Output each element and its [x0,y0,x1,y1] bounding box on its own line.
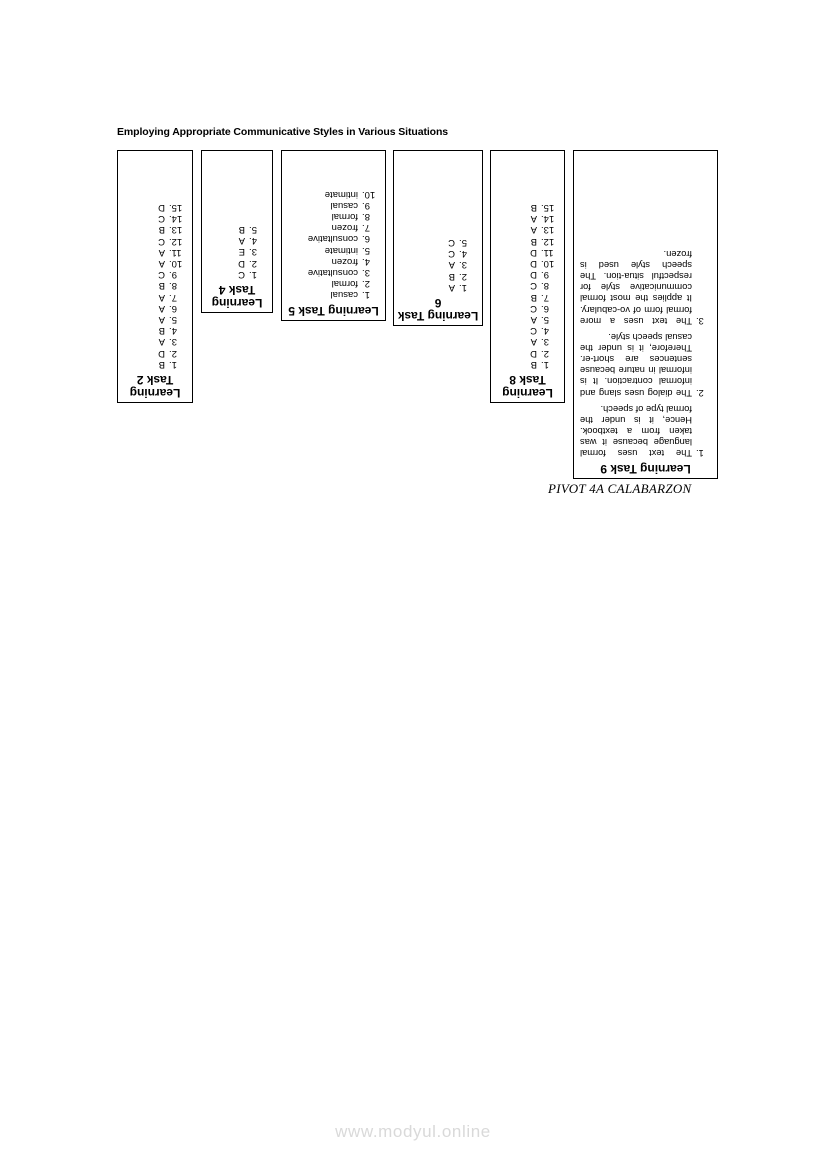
answer-number: 1. [459,281,467,293]
answer-row [288,267,379,278]
answer-value: C [530,325,537,337]
answer-row [124,314,186,325]
answer-row [124,280,186,291]
answer-number: 5. [459,237,467,248]
answer-row [208,224,266,235]
answer-number: 12. [541,235,555,247]
answer-row [124,291,186,302]
answer-number: 4. [249,235,257,247]
answer-value: formal [331,278,358,290]
answer-text: The dialog uses slang and informal contraction. It is informal in nature because sentences are short-er. Therefore, it is under the casual speech style. [580,331,692,398]
answer-number: 9. [541,269,549,281]
answer-row [497,303,558,314]
answer-key-box-learning-task-6 [393,150,483,326]
answer-number: 2. [541,347,549,359]
answer-value: A [158,336,165,348]
answer-value: E [238,246,245,258]
answer-key-items [202,221,272,282]
answer-row [288,278,379,289]
answer-number: 5. [249,224,257,235]
answer-value: B [530,201,537,213]
answer-number: 9. [362,199,370,211]
answer-value: A [448,281,455,293]
answer-row [400,270,476,281]
answer-number: 2. [249,257,257,269]
answer-number: 3. [459,259,467,271]
answer-value: A [530,336,537,348]
answer-value: A [158,302,165,314]
answer-value: consultative [307,267,358,278]
answer-value: B [158,280,165,292]
answer-number: 13. [169,224,183,236]
answer-number: 15. [541,201,555,213]
answer-number: 7. [362,222,370,234]
answer-row [400,282,476,293]
answer-value: B [158,224,165,236]
answer-row [497,258,558,269]
answer-value: A [530,224,537,236]
answer-row [497,347,558,358]
answer-number: 2. [696,387,704,398]
answer-row [288,222,379,233]
answer-value: A [158,246,165,258]
answer-row [124,224,186,235]
answer-row [124,213,186,224]
answer-row [124,235,186,246]
answer-number: 2. [362,278,370,290]
answer-number: 1. [362,289,370,301]
answer-number: 11. [541,246,554,258]
answer-row [124,247,186,258]
answer-number: 1. [541,358,549,370]
answer-row [288,211,379,222]
answer-key-items [118,199,192,372]
answer-value: D [238,257,245,269]
answer-number: 3. [696,315,704,326]
answer-row [497,235,558,246]
answer-row [288,188,379,199]
answer-row [497,336,558,347]
answer-number: 8. [169,280,177,292]
answer-row [124,202,186,213]
answer-row [400,248,476,259]
answer-text: The text uses a more formal form of vo-cabulary. It applies the most formal communicative style for respectful situa-tion. The speech style used is frozen. [580,248,692,326]
answer-row [124,325,186,336]
answer-number: 6. [541,302,549,314]
answer-row [124,359,186,370]
answer-value: casual [330,289,358,301]
answer-number: 6. [362,233,370,245]
answer-key-heading: Learning Task 6 [397,296,479,323]
answer-number: 2. [169,347,177,359]
answer-number: 4. [459,248,467,260]
answer-row [497,325,558,336]
answer-value: C [530,280,537,292]
answer-value: B [530,358,537,370]
answer-number: 6. [169,302,177,314]
answer-number: 8. [362,210,370,222]
answer-number: 3. [362,267,370,278]
answer-row [288,200,379,211]
answer-key-box-learning-task-2 [117,150,193,403]
answer-row [497,280,558,291]
pivot-program-label: PIVOT 4A CALABARZON [548,481,692,496]
answer-value: formal [331,210,358,222]
answer-paragraph [580,248,711,326]
answer-row [124,347,186,358]
answer-number: 9. [169,269,177,281]
answer-value: D [530,347,537,359]
answer-value: casual [330,199,358,211]
answer-key-box-learning-task-9 [573,150,718,479]
answer-row [497,224,558,235]
answer-key-items [491,199,564,372]
answer-paragraph [580,331,711,398]
answer-value: A [238,235,245,247]
answer-value: B [530,235,537,247]
answer-row [400,259,476,270]
answer-key-heading: Learning Task 4 [211,283,263,310]
answer-value: A [158,291,165,303]
answer-value: B [238,224,245,235]
site-watermark: www.modyul.online [335,1122,491,1141]
answer-number: 14. [541,213,555,225]
answer-number: 3. [169,336,177,348]
answer-row [208,235,266,246]
answer-number: 4. [362,255,370,267]
answer-key-heading: Learning Task 8 [502,373,553,400]
answer-value: C [238,268,245,280]
answer-number: 7. [541,291,549,303]
answer-number: 3. [541,336,549,348]
answer-row [208,246,266,257]
answer-number: 1. [249,268,257,280]
answer-row [124,303,186,314]
answer-number: 10. [541,257,555,269]
answer-value: B [448,270,455,282]
answer-number: 13. [541,224,555,236]
answer-row [497,213,558,224]
answer-value: C [448,237,455,248]
answer-key-heading: Learning Task 5 [288,304,379,318]
answer-row [208,257,266,268]
answer-key-box-learning-task-8 [490,150,565,403]
answer-value: B [530,291,537,303]
answer-value: C [530,302,537,314]
answer-number: 1. [169,358,177,370]
answer-number: 5. [541,314,549,325]
answer-number: 8. [541,280,549,292]
answer-number: 5. [362,244,370,256]
answer-number: 7. [169,291,177,303]
answer-key-box-learning-task-4 [201,150,273,313]
answer-row [288,289,379,300]
answer-value: D [158,201,165,213]
answer-key-heading: Learning Task 2 [129,373,181,400]
answer-value: D [530,269,537,281]
answer-key-items [394,234,482,295]
answer-row [497,202,558,213]
answer-number: 5. [169,314,177,325]
answer-key-items [282,185,385,302]
answer-value: A [158,314,165,325]
answer-value: A [530,213,537,225]
answer-value: D [530,246,537,258]
answer-row [497,291,558,302]
answer-value: A [158,257,165,269]
answer-number: 4. [541,325,549,337]
answer-row [497,269,558,280]
answer-number: 12. [169,235,183,247]
answer-number: 14. [169,213,183,225]
answer-value: B [158,358,165,370]
answer-row [124,258,186,269]
answer-row [288,244,379,255]
answer-row [208,269,266,280]
answer-number: 10. [362,188,376,200]
answer-value: B [158,325,165,337]
answer-row [288,256,379,267]
answer-paragraph [580,403,711,459]
answer-value: D [158,347,165,359]
answer-row [400,237,476,248]
answer-value: frozen [331,222,358,234]
answer-number: 11. [169,246,182,258]
answer-value: A [448,259,455,271]
answer-number: 10. [169,257,183,269]
answer-number: 15. [169,201,183,213]
answer-key-heading: Learning Task 9 [600,462,691,476]
answer-row [497,247,558,258]
answer-value: C [158,235,165,247]
answer-number: 1. [696,448,704,459]
answer-number: 4. [169,325,177,337]
answer-value: intimate [324,244,358,256]
answer-value: consultative [307,233,358,245]
answer-number: 3. [249,246,257,258]
answer-row [497,359,558,370]
answer-number: 2. [459,270,467,282]
answer-value: frozen [331,255,358,267]
answer-key-box-learning-task-5 [281,150,386,321]
answer-row [497,314,558,325]
answer-row [124,336,186,347]
answer-value: C [448,248,455,260]
answer-value: intimate [324,188,358,200]
answer-row [124,269,186,280]
answer-value: A [530,314,537,325]
answer-value: D [530,257,537,269]
answer-value: C [158,269,165,281]
answer-key-paragraphs [574,240,717,461]
answer-text: The text uses formal language because it was taken from a textbook. Hence, it is under the formal type of speech. [580,403,692,459]
answer-value: C [158,213,165,225]
answer-row [288,233,379,244]
page-title: Employing Appropriate Communicative Styles in Various Situations [117,126,449,138]
